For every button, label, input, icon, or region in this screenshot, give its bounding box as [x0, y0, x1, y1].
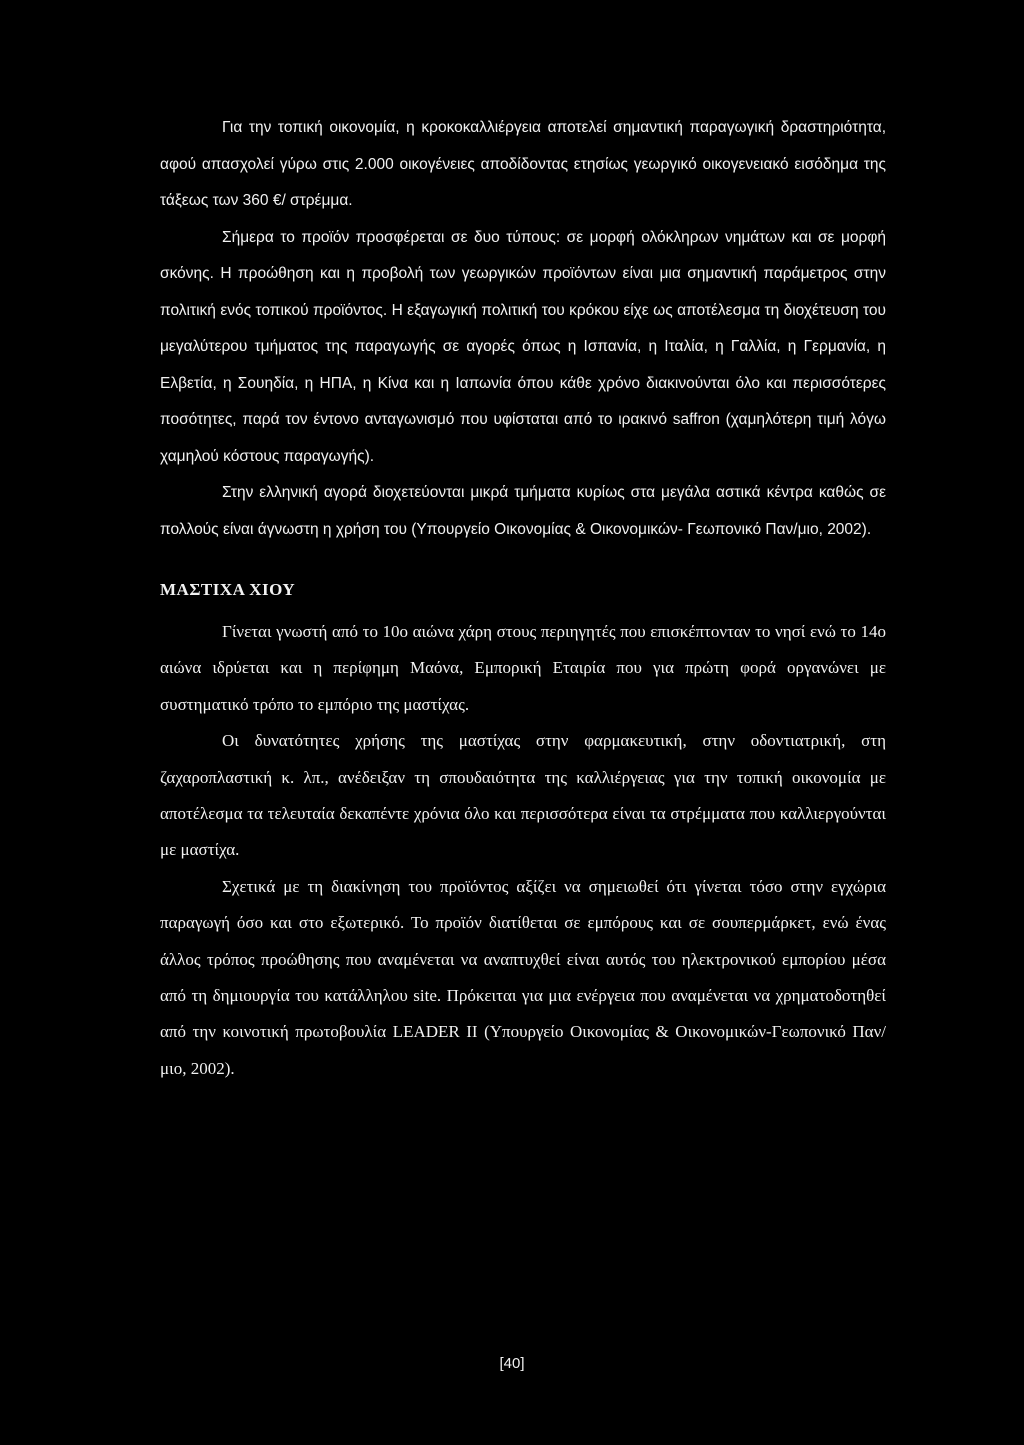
saffron-section — [160, 110, 886, 548]
page-number: [40] — [499, 1355, 525, 1372]
paragraph-local-economy: Για την τοπική οικονομία, η κροκοκαλλιέργεια αποτελεί σημαντική παραγωγική δραστηριότητα, αφού απασχολεί γύρω στις 2.000 οικογένειες αποδίδοντας ετησίως γεωργικό οικογενειακό εισόδημα της τάξεως των 360 €/ στρέμμα. — [160, 119, 886, 209]
page-body — [160, 110, 886, 1087]
paragraph-greek-market: Στην ελληνική αγορά διοχετεύονται μικρά τμήματα κυρίως στα μεγάλα αστικά κέντρα καθώς σε πολλούς είναι άγνωστη η χρήση του (Υπουργείο Οικονομίας & Οικονομικών- Γεωπονικό Παν/μιο, 2002). — [160, 484, 886, 538]
mastiha-section — [160, 614, 886, 1087]
paragraph-uses: Οι δυνατότητες χρήσης της μαστίχας στην φαρμακευτική, στην οδοντιατρική, στη ζαχαροπλαστική κ. λπ., ανέδειξαν τη σπουδαιότητα της καλλιέργειας για την τοπική οικονομία με αποτέλεσμα τα τελευταία δεκαπέντε χρόνια όλο και περισσότερα είναι τα στρέμματα που καλλιεργούνται με μαστίχα. — [160, 731, 886, 860]
paragraph-distribution: Σχετικά με τη διακίνηση του προϊόντος αξίζει να σημειωθεί ότι γίνεται τόσο στην εγχώρια παραγωγή όσο και στο εξωτερικό. Το προϊόν διατίθεται σε εμπόρους και σε σουπερμάρκετ, ενώ ένας άλλος τρόπος προώθησης που αναμένεται να αναπτυχθεί είναι αυτός του ηλεκτρονικού εμπορίου μέσα από τη δημιουργία του κατάλληλου site. Πρόκειται για μια ενέργεια που αναμένεται να χρηματοδοτηθεί από την κοινοτική πρωτοβουλία LEADER II (Υπουργείο Οικονομίας & Οικονομικών-Γεωπονικό Παν/μιο, 2002). — [160, 876, 886, 1078]
paragraph-history: Γίνεται γνωστή από το 10ο αιώνα χάρη στους περιηγητές που επισκέπτονταν το νησί ενώ το 14ο αιώνα ιδρύεται και η περίφημη Μαόνα, Εμπορική Εταιρία που για πρώτη φορά οργανώνει με συστηματικό τρόπο το εμπόριο της μαστίχας. — [160, 622, 886, 714]
section-heading-mastiha: ΜΑΣΤΙΧΑ ΧΙΟΥ — [160, 580, 296, 599]
paragraph-product-forms: Σήμερα το προϊόν προσφέρεται σε δυο τύπους: σε μορφή ολόκληρων νημάτων και σε μορφή σκόνης. Η προώθηση και η προβολή των γεωργικών προϊόντων είναι μια σημαντική παράμετρος στην πολιτική ενός τοπικού προϊόντος. Η εξαγωγική πολιτική του κρόκου είχε ως αποτέλεσμα τη διοχέτευση του μεγαλύτερου τμήματος της παραγωγής σε αγορές όπως η Ισπανία, η Ιταλία, η Γαλλία, η Γερμανία, η Ελβετία, η Σουηδία, η ΗΠΑ, η Κίνα και η Ιαπωνία όπου κάθε χρόνο διακινούνται όλο και περισσότερες ποσότητες, παρά τον έντονο ανταγωνισμό που υφίσταται από το ιρακινό saffron (χαμηλότερη τιμή λόγω χαμηλού κόστους παραγωγής). — [160, 228, 886, 465]
